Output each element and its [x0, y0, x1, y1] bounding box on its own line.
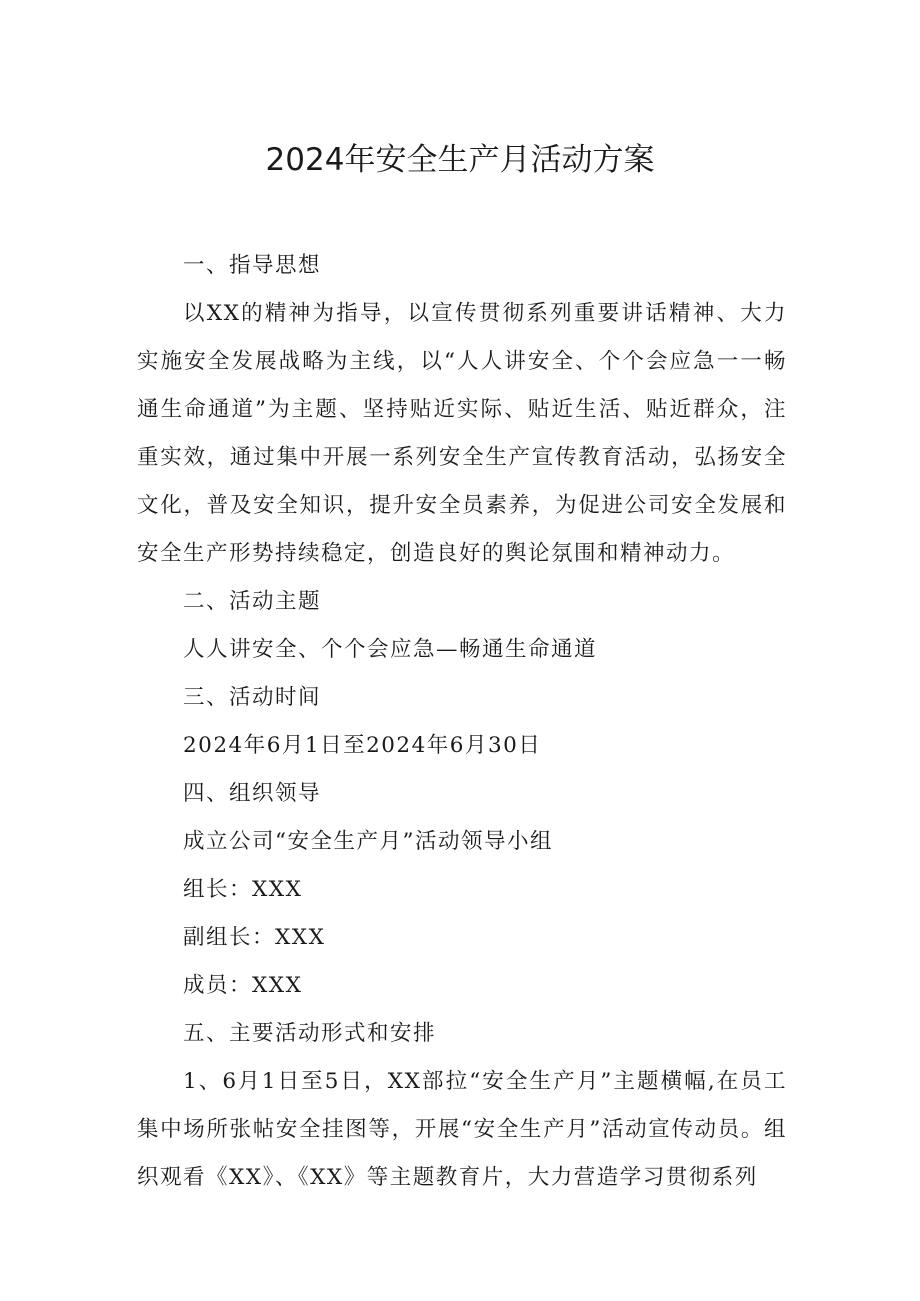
document-body: [137, 242, 787, 1202]
paragraph-deputy-leader: 副组长：XXX: [183, 925, 326, 950]
paragraph-activity-time: 2024年6月1日至2024年6月30日: [183, 733, 542, 758]
document-title: 2024年安全生产月活动方案: [265, 142, 655, 178]
paragraph-members: 成员：XXX: [183, 973, 303, 998]
section-heading-activity-theme: 二、活动主题: [183, 589, 322, 614]
paragraph-activity-theme: 人人讲安全、个个会应急—畅通生命通道: [183, 637, 598, 662]
section-heading-main-activities: 五、主要活动形式和安排: [183, 1021, 437, 1046]
section-heading-activity-time: 三、活动时间: [183, 685, 322, 710]
paragraph-group-leader: 组长：XXX: [183, 877, 303, 902]
section-heading-guiding-ideology: 一、指导思想: [183, 253, 322, 278]
paragraph-leading-group: 成立公司“安全生产月”活动领导小组: [183, 829, 553, 854]
paragraph-guiding-ideology: 以XX的精神为指导，以宣传贯彻系列重要讲话精神、大力实施安全发展战略为主线，以“人人讲安全、个个会应急一一畅通生命通道”为主题、坚持贴近实际、贴近生活、贴近群众，注重实效，通过集中开展一系列安全生产宣传教育活动，弘扬安全文化，普及安全知识，提升安全员素养，为促进公司安全发展和安全生产形势持续稳定，创造良好的舆论氛围和精神动力。: [137, 301, 787, 566]
section-heading-organization: 四、组织领导: [183, 781, 322, 806]
paragraph-activity-item-1: 1、6月1日至5日，XX部拉“安全生产月”主题横幅,在员工集中场所张帖安全挂图等，开展“安全生产月”活动宣传动员。组织观看《XX》、《XX》等主题教育片，大力营造学习贯彻系列: [137, 1069, 787, 1190]
